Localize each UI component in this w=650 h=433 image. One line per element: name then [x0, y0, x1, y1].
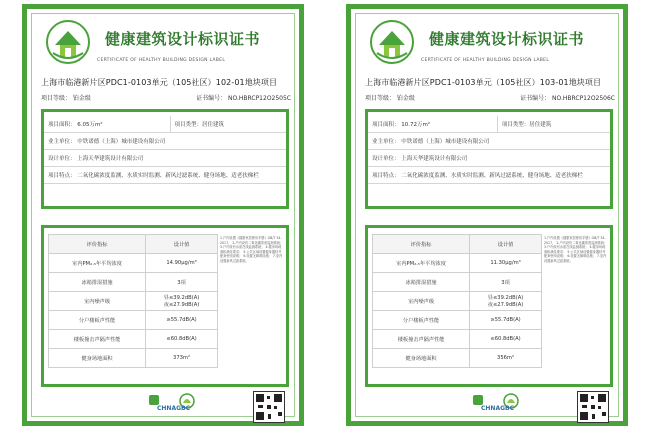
indicator-box [41, 225, 289, 387]
project-grade: 项目等级： 铂金级 [41, 95, 91, 102]
indicator-name: 楼板撞击声隔声性能 [373, 330, 470, 349]
project-name: 上海市临港新片区PDC1-0103单元（105社区）102-01地块项目 [41, 78, 278, 87]
indicator-value: ≤60.8dB(A) [146, 330, 218, 349]
indicator-name: 楼板撞击声隔声性能 [49, 330, 146, 349]
certificate-subtitle: CERTIFICATE OF HEALTHY BUILDING DESIGN LABEL [421, 58, 550, 63]
indicator-name: 分户楼板声性能 [49, 311, 146, 330]
project-area: 项目面积： 6.05万m² [44, 116, 170, 133]
certificate-number: 证书编号： NO.HBRCP12O2505C [196, 95, 291, 102]
certificate-title: 健康建筑设计标识证书 [429, 30, 585, 48]
table-row [49, 349, 218, 368]
table-row [49, 292, 218, 311]
project-info-box [365, 109, 613, 209]
table-row [373, 273, 542, 292]
healthy-building-logo-icon [45, 19, 91, 65]
notes-text: 1.户内设置《健康家居使用手册》GB/T 34-2017， 2.户内设有二氧化碳浓度监测系统； 3.户内设有水质在线监测系统； 4.健身场地面积满足要求； 5.公共区域设置健身器材并配套使用说明； 6.设置无障碍设施； 7.室内设置新风过滤系统。 [544, 236, 608, 263]
indicator-value: 3项 [146, 273, 218, 292]
indicator-value: 昼≤39.2dB(A) 夜≤27.9dB(A) [146, 292, 218, 311]
table-row [49, 273, 218, 292]
design-unit: 设计单位： 上海天华建筑设计有限公司 [368, 150, 610, 167]
project-type: 项目类型：居住建筑 [497, 116, 610, 133]
certificate-title: 健康建筑设计标识证书 [105, 30, 261, 48]
indicator-name: 室内噪声级 [373, 292, 470, 311]
notes-text: 1.户内设置《健康家居使用手册》GB/T 34-2017， 2.户内设有二氧化碳浓度监测系统； 3.户内设有水质在线监测系统； 4.健身场地面积满足要求； 5.公共区域设置健身器材并配套使用说明； 6.设置无障碍设施； 7.室内设置新风过滤系统。 [220, 236, 284, 263]
indicator-table [372, 234, 542, 368]
table-row [373, 292, 542, 311]
certificate-subtitle: CERTIFICATE OF HEALTHY BUILDING DESIGN LABEL [97, 58, 226, 63]
project-area: 项目面积： 10.72万m² [368, 116, 497, 133]
indicator-value: 14.90μg/m³ [146, 254, 218, 273]
indicator-value: ≥55.7dB(A) [470, 311, 542, 330]
indicator-value: 373m² [146, 349, 218, 368]
qr-code-icon[interactable] [577, 391, 609, 423]
footer-brand: CHNAGBC [481, 405, 514, 412]
certificate-number: 证书编号： NO.HBRCP12O2506C [520, 95, 615, 102]
certificate-left [22, 4, 304, 426]
indicator-name: 健身场地面积 [373, 349, 470, 368]
project-grade: 项目等级： 铂金级 [365, 95, 415, 102]
indicator-name: 室内噪声级 [49, 292, 146, 311]
project-info-box [41, 109, 289, 209]
table-row [49, 330, 218, 349]
healthy-building-logo-icon [369, 19, 415, 65]
indicator-name: 冰箱排湿措施 [49, 273, 146, 292]
table-header: 设计值 [470, 235, 542, 254]
indicator-value: 昼≤39.2dB(A) 夜≤27.9dB(A) [470, 292, 542, 311]
certificate-meta [41, 93, 291, 103]
table-row [49, 311, 218, 330]
indicator-name: 室内PM₂.₅年平均浓度 [373, 254, 470, 273]
qr-code-icon[interactable] [253, 391, 285, 423]
design-unit: 设计单位： 上海天华建筑设计有限公司 [44, 150, 286, 167]
table-row [373, 349, 542, 368]
certificate-meta [365, 93, 615, 103]
owner-unit: 业主单位： 中铁诺德（上海）城市建设有限公司 [368, 133, 610, 150]
indicator-value: 356m² [470, 349, 542, 368]
table-header: 评价指标 [49, 235, 146, 254]
owner-unit: 业主单位： 中铁诺德（上海）城市建设有限公司 [44, 133, 286, 150]
certificate-right [346, 4, 628, 426]
indicator-name: 健身场地面积 [49, 349, 146, 368]
table-header: 评价指标 [373, 235, 470, 254]
indicator-box [365, 225, 613, 387]
indicator-value: ≥55.7dB(A) [146, 311, 218, 330]
indicator-name: 室内PM₂.₅年平均浓度 [49, 254, 146, 273]
table-row [373, 254, 542, 273]
project-name: 上海市临港新片区PDC1-0103单元（105社区）103-01地块项目 [365, 78, 602, 87]
table-header: 设计值 [146, 235, 218, 254]
indicator-table [48, 234, 218, 368]
table-row [49, 254, 218, 273]
table-row [373, 311, 542, 330]
footer-brand: CHNAGBC [157, 405, 190, 412]
indicator-value: 11.30μg/m³ [470, 254, 542, 273]
indicator-name: 冰箱排湿措施 [373, 273, 470, 292]
indicator-name: 分户楼板声性能 [373, 311, 470, 330]
project-features: 项目特点： 二氧化碳浓度监测、水质实时监测、新风过滤系统、健身场地、适老扶梯栏 [44, 167, 286, 184]
project-type: 项目类型：居住建筑 [170, 116, 286, 133]
project-features: 项目特点： 二氧化碳浓度监测、水质实时监测、新风过滤系统、健身场地、适老扶梯栏 [368, 167, 610, 184]
indicator-value: ≤60.8dB(A) [470, 330, 542, 349]
table-row [373, 330, 542, 349]
indicator-value: 3项 [470, 273, 542, 292]
